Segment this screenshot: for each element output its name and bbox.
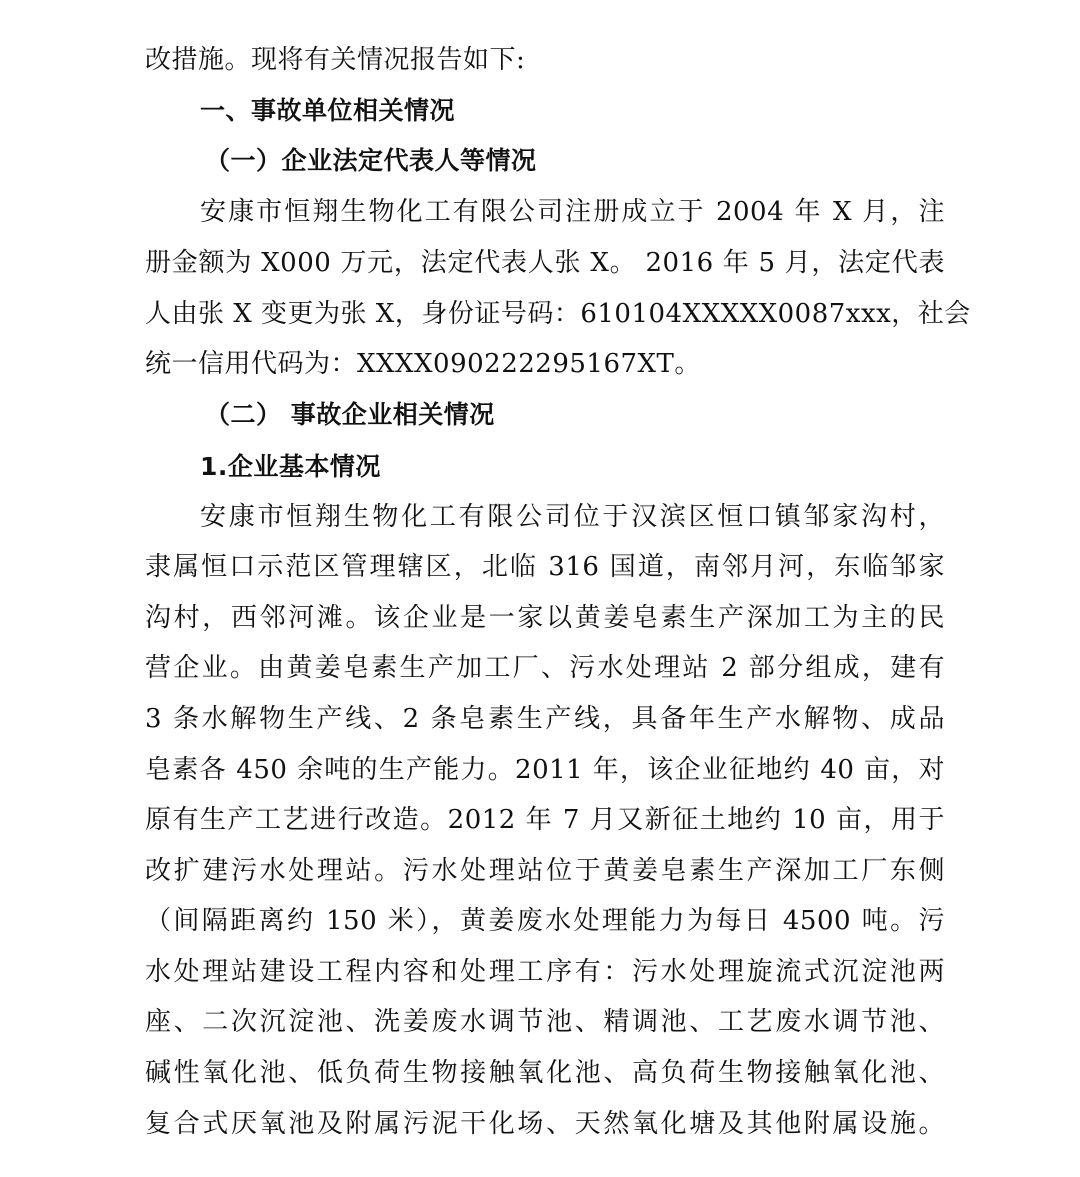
subsection-heading: （二） 事故企业相关情况 <box>205 400 495 429</box>
paragraph-line: 3 条水解物生产线、2 条皂素生产线，具备年生产水解物、成品 <box>145 704 945 734</box>
intro-line: 改措施。现将有关情况报告如下: <box>145 45 526 75</box>
paragraph-line: 座、二次沉淀池、洗姜废水调节池、精调池、工艺废水调节池、 <box>145 1007 945 1037</box>
subsection-heading: （一）企业法定代表人等情况 <box>205 146 537 175</box>
section-heading: 一、事故单位相关情况 <box>200 96 456 125</box>
paragraph-line: 人由张 X 变更为张 X，身份证号码：610104XXXXX0087xxx，社会 <box>145 299 971 329</box>
paragraph-line: 复合式厌氧池及附属污泥干化场、天然氧化塘及其他附属设施。 <box>145 1109 945 1139</box>
item-heading: 1.企业基本情况 <box>200 452 381 481</box>
paragraph-line: 皂素各 450 余吨的生产能力。2011 年，该企业征地约 40 亩，对 <box>145 755 945 785</box>
paragraph-line: 统一信用代码为：XXXX090222295167XT。 <box>145 349 701 379</box>
paragraph-line: 改扩建污水处理站。污水处理站位于黄姜皂素生产深加工厂东侧 <box>145 856 945 886</box>
paragraph-line: （间隔距离约 150 米），黄姜废水处理能力为每日 4500 吨。污 <box>145 906 945 936</box>
paragraph-line: 隶属恒口示范区管理辖区，北临 316 国道，南邻月河，东临邹家 <box>145 552 945 582</box>
paragraph-line: 碱性氧化池、低负荷生物接触氧化池、高负荷生物接触氧化池、 <box>145 1058 945 1088</box>
paragraph-line: 原有生产工艺进行改造。2012 年 7 月又新征土地约 10 亩，用于 <box>145 805 945 835</box>
paragraph-line: 沟村，西邻河滩。该企业是一家以黄姜皂素生产深加工为主的民 <box>145 603 945 633</box>
paragraph-line: 册金额为 X000 万元，法定代表人张 X。 2016 年 5 月，法定代表 <box>145 248 945 278</box>
paragraph-line: 安康市恒翔生物化工有限公司位于汉滨区恒口镇邹家沟村， <box>200 502 945 532</box>
paragraph-line: 营企业。由黄姜皂素生产加工厂、污水处理站 2 部分组成，建有 <box>145 653 945 683</box>
paragraph-line: 水处理站建设工程内容和处理工序有：污水处理旋流式沉淀池两 <box>145 957 945 987</box>
paragraph-line: 安康市恒翔生物化工有限公司注册成立于 2004 年 X 月，注 <box>200 197 945 227</box>
